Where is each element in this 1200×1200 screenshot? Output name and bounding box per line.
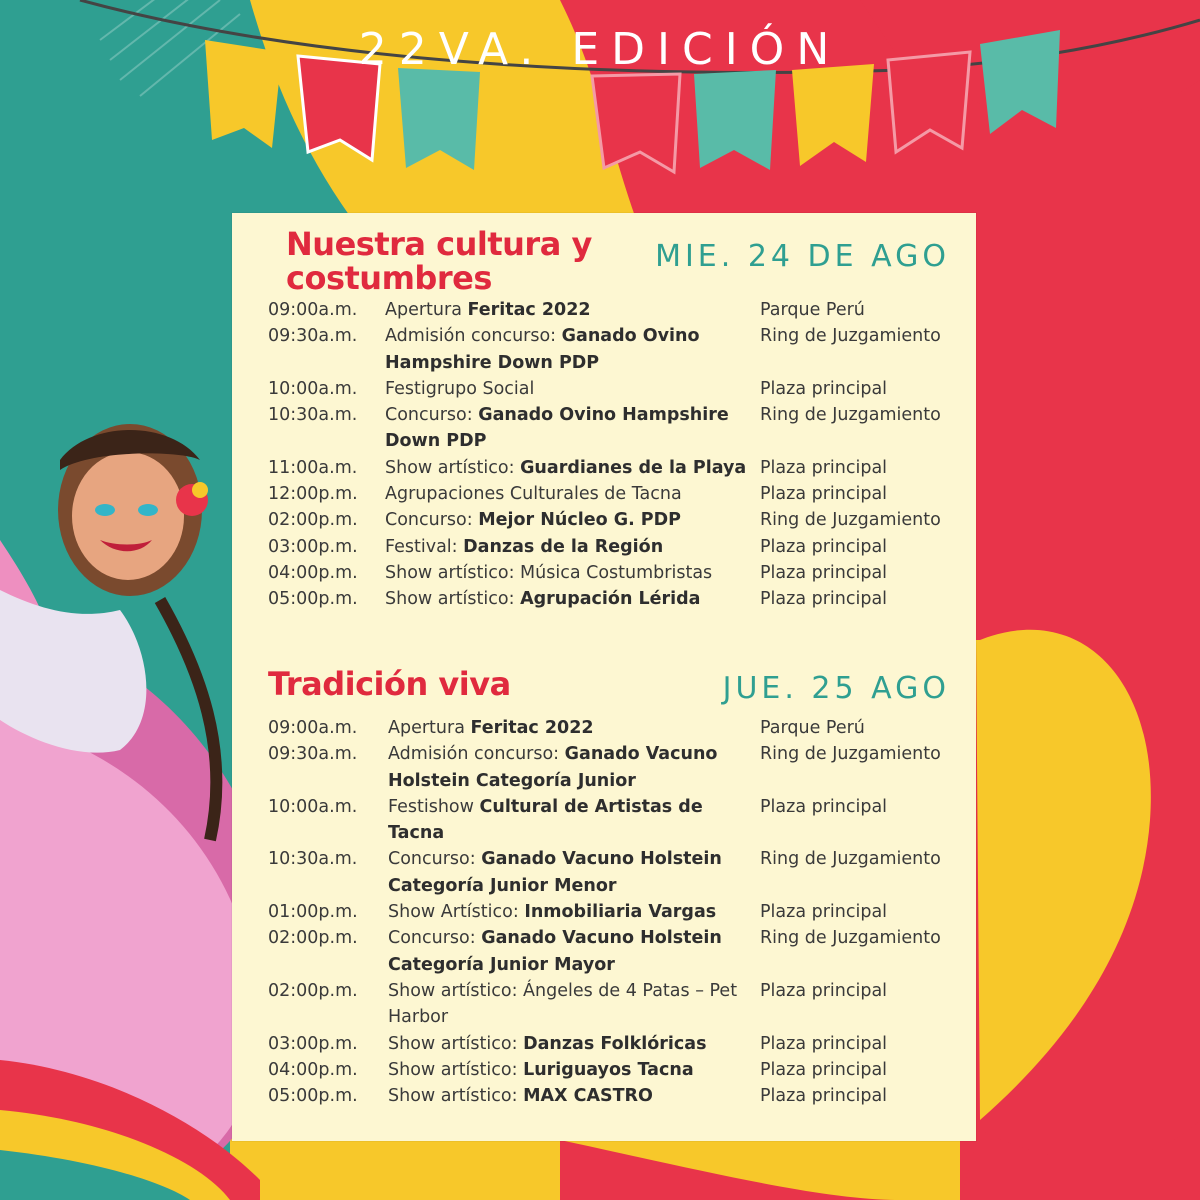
schedule-list [268,715,968,1109]
schedule-row [268,741,968,794]
flag-red-2 [592,74,680,172]
schedule-panel [232,213,976,1141]
event-description [385,376,760,402]
section-title [286,227,646,295]
schedule-row [268,586,968,612]
event-text: Show artístico: Música Costumbristas [385,562,713,583]
event-text: Show artístico: [388,1033,524,1054]
flag-teal-dots [398,68,480,170]
event-time: 05:00p.m. [268,589,358,610]
event-description [385,402,760,455]
schedule-row [268,323,968,376]
schedule-row [268,925,968,978]
section-title-line-2: costumbres [286,259,492,297]
event-highlight: Danzas Folklóricas [523,1033,707,1054]
event-location: Plaza principal [760,457,888,478]
event-time: 02:00p.m. [268,928,358,949]
event-highlight: Ganado Vacuno Holstein Categoría Junior Menor [388,849,722,896]
edition-title: 22VA. EDICIÓN [358,24,842,75]
event-time: 09:30a.m. [268,326,358,347]
schedule-row [268,715,968,741]
section-title-line-1: Nuestra cultura y [286,225,592,263]
event-time: 10:00a.m. [268,796,358,817]
event-time: 03:00p.m. [268,536,358,557]
event-time: 09:00a.m. [268,718,358,738]
event-time: 10:00a.m. [268,378,358,399]
event-description [385,297,760,323]
event-description [388,925,760,978]
event-time: 09:30a.m. [268,744,358,765]
event-location: Plaza principal [760,484,888,505]
flag-yellow-striped [492,74,580,174]
event-highlight: MAX CASTRO [523,1086,653,1107]
event-location: Plaza principal [760,378,888,399]
schedule-row [268,794,968,847]
event-location: Parque Perú [760,300,865,320]
event-location: Plaza principal [760,1086,888,1107]
event-time: 12:00p.m. [268,484,358,505]
schedule-row [268,560,968,586]
schedule-row [268,481,968,507]
event-time: 11:00a.m. [268,457,358,478]
section-title-line-1: Tradición viva [268,665,511,703]
event-location: Ring de Juzgamiento [760,744,941,765]
event-highlight: Mejor Núcleo G. PDP [478,510,681,531]
section-date: MIE. 24 DE AGO [655,239,950,274]
event-location: Parque Perú [760,718,865,738]
event-highlight: Guardianes de la Playa [520,457,747,478]
event-description [385,586,760,612]
event-highlight: Ganado Vacuno Holstein Categoría Junior [388,744,718,791]
event-highlight: Ganado Vacuno Holstein Categoría Junior Mayor [388,928,722,975]
schedule-row [268,507,968,533]
event-description [388,741,760,794]
event-time: 02:00p.m. [268,510,358,531]
event-time: 10:30a.m. [268,405,358,426]
event-time: 01:00p.m. [268,902,358,923]
schedule-row [268,846,968,899]
event-time: 09:00a.m. [268,300,358,320]
event-location: Plaza principal [760,562,888,583]
event-location: Plaza principal [760,902,888,923]
event-description [388,899,760,925]
event-location: Plaza principal [760,536,888,557]
event-highlight: Luriguayos Tacna [523,1059,694,1080]
event-location: Plaza principal [760,1033,888,1054]
schedule-row [268,899,968,925]
schedule-row [268,297,968,323]
event-text: Apertura [385,300,468,320]
event-description [385,534,760,560]
event-location: Ring de Juzgamiento [760,326,941,347]
event-time: 02:00p.m. [268,980,358,1001]
event-text: Show artístico: [385,457,521,478]
event-highlight: Agrupación Lérida [520,589,701,610]
flag-yellow-2 [792,64,874,166]
event-highlight: Ganado Ovino Hampshire Down PDP [385,405,729,452]
event-description [388,1057,760,1083]
event-highlight: Inmobiliaria Vargas [524,902,717,923]
section-title [268,667,628,701]
event-highlight: Feritac 2022 [470,718,594,738]
event-location: Plaza principal [760,589,888,610]
schedule-row [268,978,968,1031]
schedule-row [268,376,968,402]
event-text: Show artístico: Ángeles de 4 Patas – Pet Harbor [388,980,738,1028]
schedule-row [268,534,968,560]
event-description [385,455,760,481]
schedule-row [268,1057,968,1083]
event-text: Concurso: [388,849,482,870]
event-time: 05:00p.m. [268,1086,358,1107]
event-description [385,481,760,507]
event-text: Festishow [388,796,480,817]
event-text: Apertura [388,718,471,738]
event-location: Plaza principal [760,1059,888,1080]
event-description [388,1083,760,1109]
event-text: Agrupaciones Culturales de Tacna [385,484,682,505]
event-description [388,1031,760,1057]
event-text: Concurso: [388,928,482,949]
event-time: 04:00p.m. [268,562,358,583]
event-location: Ring de Juzgamiento [760,510,941,531]
event-highlight: Feritac 2022 [467,300,591,320]
event-description [388,794,760,847]
schedule-row [268,455,968,481]
event-location: Ring de Juzgamiento [760,928,941,949]
event-location: Ring de Juzgamiento [760,405,941,426]
event-text: Festigrupo Social [385,378,535,399]
event-description [388,978,760,1031]
event-description [385,323,760,376]
event-highlight: Cultural de Artistas de Tacna [388,796,703,844]
flag-teal-2 [694,70,776,170]
schedule-row [268,402,968,455]
event-highlight: Ganado Ovino Hampshire Down PDP [385,326,700,373]
event-description [385,507,760,533]
event-text: Festival: [385,536,464,557]
event-description [388,715,760,741]
event-location: Plaza principal [760,796,888,817]
schedule-list [268,297,968,613]
event-text: Admisión concurso: [388,744,565,765]
event-text: Concurso: [385,405,479,426]
event-highlight: Danzas de la Región [463,536,664,557]
schedule-row [268,1031,968,1057]
event-text: Show artístico: [385,589,521,610]
event-text: Concurso: [385,510,479,531]
schedule-row [268,1083,968,1109]
event-time: 03:00p.m. [268,1033,358,1054]
event-description [388,846,760,899]
event-description [385,560,760,586]
event-time: 10:30a.m. [268,849,358,870]
event-text: Show artístico: [388,1086,524,1107]
event-time: 04:00p.m. [268,1059,358,1080]
event-location: Ring de Juzgamiento [760,849,941,870]
event-text: Show artístico: [388,1059,524,1080]
event-location: Plaza principal [760,980,888,1001]
section-date: JUE. 25 AGO [722,671,950,706]
event-text: Admisión concurso: [385,326,562,347]
event-text: Show Artístico: [388,902,525,923]
